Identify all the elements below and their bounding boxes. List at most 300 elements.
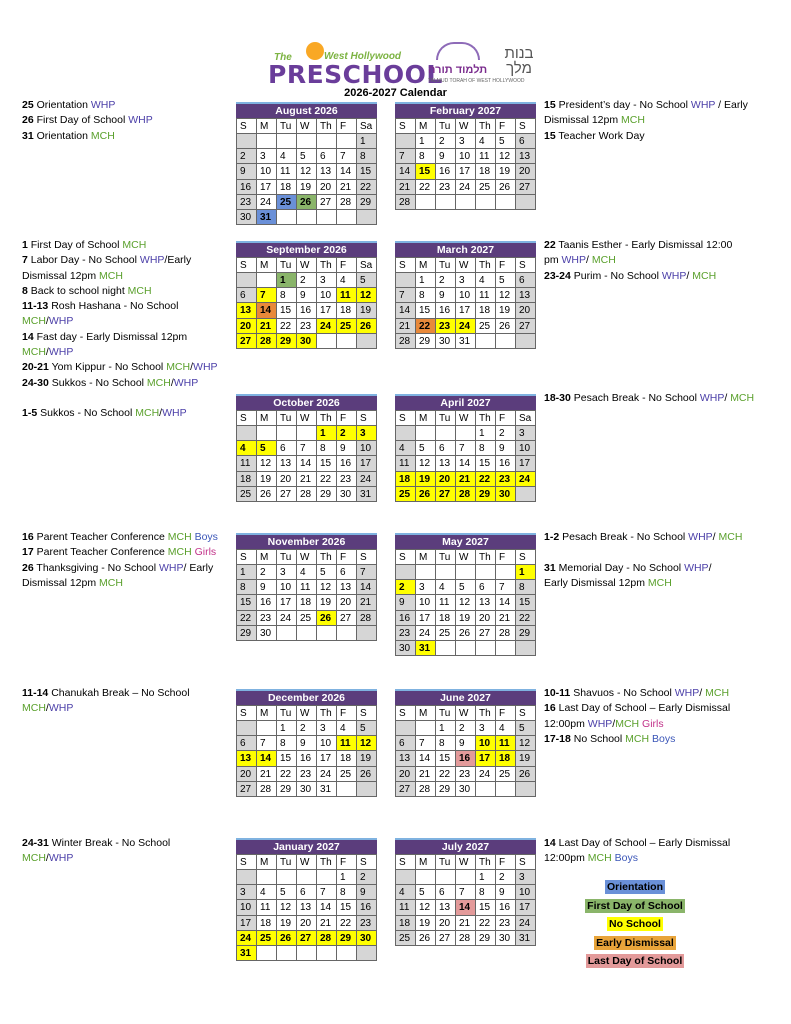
day-cell: 22: [237, 611, 257, 626]
day-cell: 23: [396, 626, 416, 641]
day-cell: 16: [436, 164, 456, 179]
weekday-header: W: [297, 258, 317, 273]
empty-cell: [476, 565, 496, 580]
note-segment: WHP: [684, 561, 709, 574]
day-cell: 22: [416, 319, 436, 334]
day-cell: 24: [516, 916, 536, 931]
bnos-melech-line1: בנות: [504, 45, 534, 62]
weekday-header: S: [396, 411, 416, 426]
day-cell: 15: [516, 595, 536, 610]
day-cell: 15: [357, 164, 377, 179]
day-cell: 22: [357, 180, 377, 195]
note-segment: 23-24: [544, 269, 571, 282]
day-cell: 4: [476, 273, 496, 288]
day-cell: 26: [357, 767, 377, 782]
notes-dec: [22, 686, 190, 717]
torah-book-icon: [436, 42, 480, 60]
day-cell: 22: [317, 472, 337, 487]
day-cell: 22: [476, 472, 496, 487]
day-cell: 9: [297, 288, 317, 303]
note-segment: /: [699, 687, 706, 699]
weekday-header: F: [337, 706, 357, 721]
weekday-header: Tu: [277, 119, 297, 134]
day-cell: 31: [317, 782, 337, 797]
day-cell: 21: [337, 180, 357, 195]
day-cell: 7: [416, 736, 436, 751]
day-cell: 9: [436, 288, 456, 303]
day-cell: 30: [257, 626, 277, 641]
day-cell: 23: [337, 472, 357, 487]
day-cell: 31: [516, 931, 536, 946]
month-calendar-apr: [395, 394, 536, 502]
day-cell: 28: [297, 487, 317, 502]
day-cell: 13: [436, 456, 456, 471]
month-title: November 2026: [236, 533, 377, 549]
empty-cell: [337, 782, 357, 797]
day-cell: 1: [436, 721, 456, 736]
day-cell: 18: [257, 916, 277, 931]
legend-item: [560, 899, 710, 918]
weekday-header: Sa: [357, 258, 377, 273]
note-line: [22, 561, 218, 576]
day-cell: 7: [496, 580, 516, 595]
note-segment: MCH: [127, 284, 152, 297]
empty-cell: [357, 626, 377, 641]
month-grid: [236, 854, 377, 961]
day-cell: 12: [257, 456, 277, 471]
day-cell: 28: [337, 195, 357, 210]
month-title: October 2026: [236, 394, 377, 410]
day-cell: 14: [337, 164, 357, 179]
day-cell: 3: [237, 885, 257, 900]
day-cell: 8: [337, 885, 357, 900]
note-segment: 15: [544, 99, 556, 111]
note-segment: Purim - No School: [570, 269, 662, 282]
day-cell: 4: [297, 565, 317, 580]
legend-item: [560, 880, 710, 899]
day-cell: 17: [456, 164, 476, 179]
day-cell: 15: [277, 751, 297, 766]
day-cell: 24: [277, 611, 297, 626]
empty-cell: [476, 195, 496, 210]
day-cell: 12: [516, 736, 536, 751]
month-grid: [236, 257, 377, 349]
legend-label: Orientation: [606, 881, 663, 893]
day-cell: 9: [297, 736, 317, 751]
day-cell: 28: [416, 782, 436, 797]
day-cell: 24: [516, 472, 536, 487]
day-cell: 4: [257, 885, 277, 900]
day-cell: 20: [396, 767, 416, 782]
note-segment: WHP: [139, 254, 165, 267]
day-cell: 17: [317, 303, 337, 318]
day-cell: 2: [436, 273, 456, 288]
day-cell: 11: [396, 900, 416, 915]
note-segment: Sukkos - No School: [37, 407, 136, 419]
day-cell: 18: [396, 472, 416, 487]
weekday-header: Th: [317, 855, 337, 870]
note-line: [544, 129, 748, 144]
day-cell: 8: [277, 288, 297, 303]
day-cell: 22: [337, 916, 357, 931]
weekday-header: F: [337, 119, 357, 134]
empty-cell: [277, 426, 297, 441]
day-cell: 5: [357, 721, 377, 736]
day-cell: 14: [297, 456, 317, 471]
day-cell: 13: [277, 456, 297, 471]
day-cell: 19: [357, 303, 377, 318]
talmud-torah-sub-text: TALMUD TORAH OF WEST HOLLYWOOD: [428, 78, 525, 84]
note-segment: 31: [22, 129, 34, 142]
day-cell: 8: [416, 288, 436, 303]
note-segment: WHP: [674, 687, 700, 699]
weekday-header: S: [396, 855, 416, 870]
note-segment: 11-14: [22, 687, 49, 699]
day-cell: 5: [297, 149, 317, 164]
day-cell: 1: [277, 273, 297, 288]
legend-label: Early Dismissal: [596, 936, 674, 949]
note-segment: 20-21: [22, 361, 49, 374]
day-cell: 24: [237, 931, 257, 946]
note-line: [544, 717, 730, 732]
note-segment: /: [170, 376, 174, 389]
day-cell: 4: [496, 721, 516, 736]
day-cell: 6: [516, 273, 536, 288]
day-cell: 21: [456, 472, 476, 487]
day-cell: 28: [257, 782, 277, 797]
note-line: [22, 98, 153, 113]
note-segment: WHP: [158, 561, 184, 574]
empty-cell: [516, 641, 536, 656]
weekday-header: W: [456, 706, 476, 721]
note-segment: /: [708, 561, 712, 574]
note-segment: Girls: [194, 546, 217, 559]
empty-cell: [396, 426, 416, 441]
weekday-header: W: [456, 550, 476, 565]
note-segment: MCH: [22, 702, 46, 715]
day-cell: 4: [277, 149, 297, 164]
note-segment: MCH: [90, 129, 115, 142]
weekday-header: F: [496, 258, 516, 273]
note-segment: Boys: [614, 852, 638, 865]
note-segment: MCH: [591, 254, 616, 267]
note-segment: WHP: [162, 407, 187, 419]
day-cell: 28: [317, 931, 337, 946]
note-line: [22, 376, 218, 391]
weekday-header: S: [516, 550, 536, 565]
weekday-header: F: [496, 411, 516, 426]
note-line: [22, 701, 190, 716]
day-cell: 6: [436, 441, 456, 456]
day-cell: 15: [277, 303, 297, 318]
empty-cell: [337, 946, 357, 961]
weekday-header: S: [237, 855, 257, 870]
day-cell: 18: [277, 180, 297, 195]
day-cell: 28: [496, 626, 516, 641]
month-calendar-aug: [236, 102, 377, 225]
day-cell: 28: [396, 334, 416, 349]
day-cell: 6: [476, 580, 496, 595]
note-line: [544, 253, 732, 268]
weekday-header: W: [297, 855, 317, 870]
note-line: [544, 732, 730, 747]
empty-cell: [436, 195, 456, 210]
note-segment: 22: [544, 239, 556, 251]
note-segment: /: [159, 407, 163, 419]
note-segment: WHP: [48, 852, 74, 865]
day-cell: 13: [297, 900, 317, 915]
notes-jul: [544, 836, 730, 867]
note-segment: 1-2: [544, 531, 560, 543]
empty-cell: [456, 195, 476, 210]
empty-cell: [277, 210, 297, 225]
day-cell: 3: [317, 273, 337, 288]
month-title: December 2026: [236, 689, 377, 705]
empty-cell: [317, 626, 337, 641]
day-cell: 9: [436, 149, 456, 164]
month-title: January 2027: [236, 838, 377, 854]
day-cell: 10: [416, 595, 436, 610]
note-line: [544, 391, 754, 406]
weekday-header: W: [456, 119, 476, 134]
month-calendar-feb: [395, 102, 536, 210]
note-segment: Early Dismissal 12pm: [544, 576, 648, 589]
day-cell: 10: [317, 736, 337, 751]
note-segment: Chanukah Break – No School: [48, 687, 190, 699]
empty-cell: [436, 565, 456, 580]
note-line: [22, 330, 218, 345]
day-cell: 19: [496, 303, 516, 318]
month-calendar-may: [395, 533, 536, 656]
day-cell: 13: [516, 149, 536, 164]
empty-cell: [496, 565, 516, 580]
weekday-header: S: [357, 550, 377, 565]
weekday-header: M: [257, 119, 277, 134]
day-cell: 17: [416, 611, 436, 626]
weekday-header: Tu: [436, 119, 456, 134]
day-cell: 29: [476, 931, 496, 946]
day-cell: 2: [297, 721, 317, 736]
day-cell: 23: [357, 916, 377, 931]
note-segment: 8: [22, 284, 28, 297]
day-cell: 15: [416, 164, 436, 179]
day-cell: 17: [237, 916, 257, 931]
notes-jan: [22, 836, 170, 867]
day-cell: 26: [496, 180, 516, 195]
notes-aug: [22, 98, 153, 144]
month-calendar-jun: [395, 689, 536, 797]
day-cell: 7: [257, 736, 277, 751]
day-cell: 2: [456, 721, 476, 736]
note-line: [544, 576, 742, 591]
note-segment: WHP: [587, 717, 613, 730]
month-grid: [395, 257, 536, 349]
weekday-header: Th: [317, 706, 337, 721]
note-line: [22, 269, 218, 284]
day-cell: 6: [436, 885, 456, 900]
day-cell: 19: [416, 916, 436, 931]
weekday-header: W: [297, 706, 317, 721]
note-segment: Memorial Day - No School: [555, 561, 685, 574]
day-cell: 1: [476, 426, 496, 441]
month-grid: [395, 854, 536, 946]
day-cell: 22: [476, 916, 496, 931]
day-cell: 24: [257, 195, 277, 210]
empty-cell: [496, 782, 516, 797]
note-segment: 15: [544, 129, 556, 142]
empty-cell: [237, 134, 257, 149]
day-cell: 15: [476, 900, 496, 915]
note-segment: / Early: [183, 561, 214, 574]
day-cell: 14: [257, 303, 277, 318]
legend-item: [560, 917, 710, 936]
note-segment: WHP: [173, 376, 199, 389]
note-segment: First Day of School: [27, 239, 123, 251]
month-title: February 2027: [395, 102, 536, 118]
note-segment: Labor Day - No School: [27, 254, 140, 267]
weekday-header: M: [257, 411, 277, 426]
note-segment: Parent Teacher Conference: [33, 546, 168, 559]
month-calendar-jul: [395, 838, 536, 946]
note-segment: / Early: [715, 99, 748, 111]
day-cell: 28: [456, 487, 476, 502]
empty-cell: [297, 210, 317, 225]
empty-cell: [257, 946, 277, 961]
day-cell: 27: [436, 931, 456, 946]
day-cell: 5: [277, 885, 297, 900]
note-segment: pm: [544, 254, 562, 267]
day-cell: 14: [396, 303, 416, 318]
day-cell: 29: [277, 334, 297, 349]
day-cell: 29: [436, 782, 456, 797]
weekday-header: F: [337, 550, 357, 565]
weekday-header: W: [456, 411, 476, 426]
day-cell: 13: [436, 900, 456, 915]
weekday-header: Tu: [436, 411, 456, 426]
day-cell: 8: [357, 149, 377, 164]
day-cell: 25: [337, 767, 357, 782]
day-cell: 11: [337, 288, 357, 303]
notes-feb: [544, 98, 748, 144]
empty-cell: [476, 782, 496, 797]
day-cell: 19: [456, 611, 476, 626]
weekday-header: Th: [476, 550, 496, 565]
day-cell: 21: [317, 916, 337, 931]
day-cell: 7: [337, 149, 357, 164]
note-segment: MCH: [99, 576, 123, 589]
note-segment: /: [45, 702, 49, 715]
weekday-header: S: [396, 119, 416, 134]
day-cell: 31: [416, 641, 436, 656]
day-cell: 22: [516, 611, 536, 626]
day-cell: 10: [516, 885, 536, 900]
day-cell: 29: [476, 487, 496, 502]
note-segment: /: [612, 717, 616, 730]
empty-cell: [496, 334, 516, 349]
day-cell: 10: [237, 900, 257, 915]
empty-cell: [476, 641, 496, 656]
day-cell: 12: [297, 164, 317, 179]
notes-apr: [544, 391, 754, 406]
day-cell: 5: [496, 134, 516, 149]
empty-cell: [297, 870, 317, 885]
day-cell: 20: [237, 767, 257, 782]
legend-item: [560, 954, 710, 973]
empty-cell: [456, 565, 476, 580]
month-title: July 2027: [395, 838, 536, 854]
day-cell: 8: [416, 149, 436, 164]
note-segment: MCH: [167, 546, 192, 559]
empty-cell: [257, 721, 277, 736]
month-title: April 2027: [395, 394, 536, 410]
note-segment: WHP: [699, 392, 725, 404]
note-line: [22, 576, 218, 591]
day-cell: 18: [496, 751, 516, 766]
empty-cell: [297, 626, 317, 641]
empty-cell: [317, 946, 337, 961]
day-cell: 14: [257, 751, 277, 766]
preschool-logo: [268, 38, 558, 88]
day-cell: 9: [396, 595, 416, 610]
weekday-header: M: [257, 550, 277, 565]
note-segment: MCH: [135, 407, 160, 419]
day-cell: 6: [237, 736, 257, 751]
note-segment: 25: [22, 99, 34, 111]
note-line: [22, 686, 190, 701]
day-cell: 25: [337, 319, 357, 334]
note-segment: WHP: [128, 114, 153, 127]
day-cell: 17: [317, 751, 337, 766]
weekday-header: Th: [317, 258, 337, 273]
note-segment: 14: [22, 330, 34, 343]
day-cell: 7: [257, 288, 277, 303]
note-segment: /: [45, 852, 49, 865]
empty-cell: [257, 426, 277, 441]
day-cell: 7: [297, 441, 317, 456]
day-cell: 11: [476, 288, 496, 303]
day-cell: 11: [436, 595, 456, 610]
day-cell: 12: [357, 288, 377, 303]
day-cell: 24: [476, 767, 496, 782]
day-cell: 15: [476, 456, 496, 471]
empty-cell: [516, 334, 536, 349]
day-cell: 24: [357, 472, 377, 487]
weekday-header: Th: [476, 119, 496, 134]
empty-cell: [416, 426, 436, 441]
day-cell: 2: [237, 149, 257, 164]
day-cell: 14: [396, 164, 416, 179]
day-cell: 26: [456, 626, 476, 641]
empty-cell: [317, 210, 337, 225]
day-cell: 4: [337, 721, 357, 736]
weekday-header: Th: [476, 258, 496, 273]
empty-cell: [436, 641, 456, 656]
note-segment: Last Day of School – Early Dismissal: [555, 837, 731, 849]
weekday-header: F: [337, 411, 357, 426]
empty-cell: [436, 426, 456, 441]
bnos-melech-logo: [496, 46, 542, 76]
day-cell: 1: [416, 134, 436, 149]
weekday-header: S: [516, 258, 536, 273]
day-cell: 24: [317, 319, 337, 334]
day-cell: 17: [516, 456, 536, 471]
note-segment: /: [712, 531, 719, 543]
empty-cell: [476, 334, 496, 349]
note-segment: MCH: [22, 346, 46, 359]
day-cell: 7: [317, 885, 337, 900]
note-segment: 24-30: [22, 376, 49, 389]
day-cell: 22: [436, 767, 456, 782]
